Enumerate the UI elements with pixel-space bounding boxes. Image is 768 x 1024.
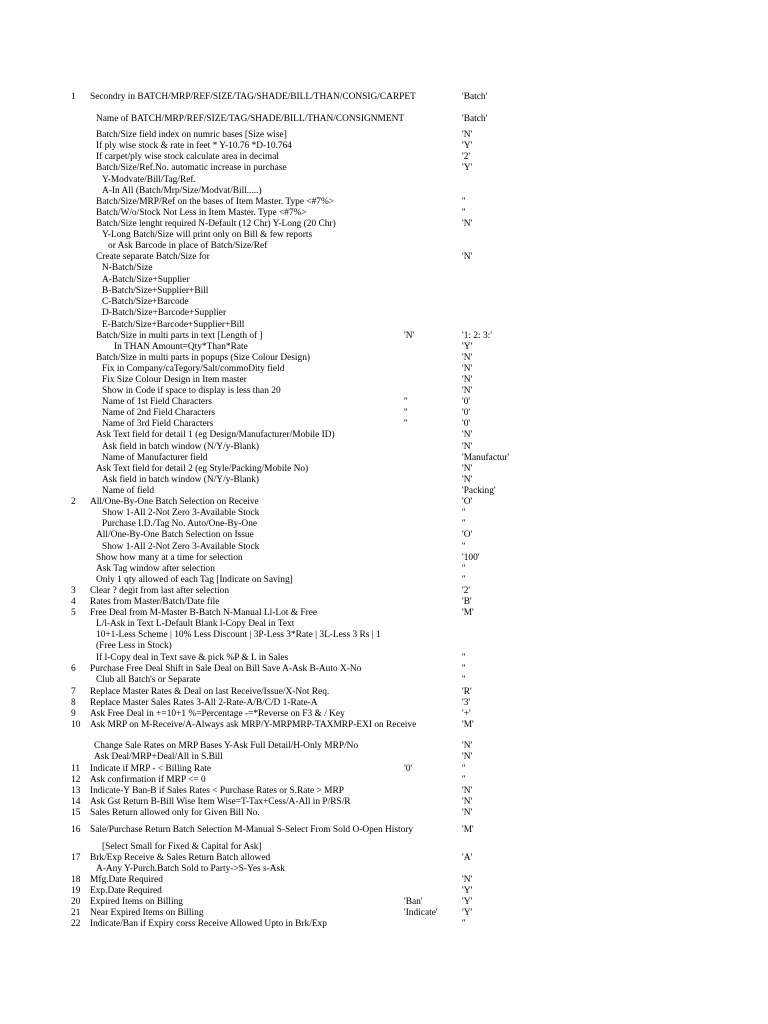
row-number: 22 <box>71 919 81 929</box>
setting-label: Brk/Exp Receive & Sales Return Batch allowed <box>90 853 271 863</box>
setting-value: '' <box>462 208 466 218</box>
setting-label: Ask MRP on M-Receive/A-Always ask MRP/Y-MRPMRP-TAXMRP-EXI on Receive <box>90 720 417 730</box>
setting-label: If l-Copy deal in Text save & pick %P & L in Sales <box>96 653 289 663</box>
setting-label: Y-Long Batch/Size will print only on Bill & few reports <box>102 230 313 240</box>
setting-value: '' <box>462 519 466 529</box>
setting-value: 'B' <box>462 597 472 607</box>
setting-value: 'N' <box>462 375 473 385</box>
setting-label: All/One-By-One Batch Selection on Receive <box>90 497 259 507</box>
row-number: 4 <box>71 597 76 607</box>
setting-label: Sale/Purchase Return Batch Selection M-Manual S-Select From Sold O-Open History <box>90 825 414 835</box>
setting-label: Indicate if MRP - < Billing Rate <box>90 764 212 774</box>
setting-label: Purchase Free Deal Shift in Sale Deal on Bill Save A-Ask B-Auto X-No <box>90 664 362 674</box>
setting-label: Exp.Date Required <box>90 886 162 896</box>
setting-label: N-Batch/Size <box>102 263 153 273</box>
setting-row <box>0 675 768 687</box>
setting-label: Create separate Batch/Size for <box>96 252 210 262</box>
setting-label: Batch/Size/Ref.No. automatic increase in purchase <box>96 163 287 173</box>
row-number: 18 <box>71 875 81 885</box>
setting-label: Fix Size Colour Design in Item master <box>102 375 247 385</box>
row-number: 11 <box>71 764 81 774</box>
setting-label: Replace Master Rates & Deal on last Receive/Issue/X-Not Req. <box>90 687 330 697</box>
setting-label: Name of 2nd Field Characters <box>102 408 215 418</box>
setting-label: Batch/Size lenght required N-Default (12 Chr) Y-Long (20 Chr) <box>96 219 336 229</box>
setting-value: 'M' <box>462 825 474 835</box>
setting-label: Free Deal from M-Master B-Batch N-Manual Ll-Lot & Free <box>90 608 318 618</box>
setting-value: 'N' <box>462 442 473 452</box>
setting-label: A-Any Y-Purch.Batch Sold to Party->S-Yes s-Ask <box>96 864 285 874</box>
setting-label: Y-Modvate/Bill/Tag/Ref. <box>102 175 196 185</box>
row-number: 2 <box>71 497 76 507</box>
row-number: 19 <box>71 886 81 896</box>
row-number: 6 <box>71 664 76 674</box>
setting-row <box>0 530 768 542</box>
setting-label: In THAN Amount=Qty*Than*Rate <box>114 342 248 352</box>
setting-label: A-Batch/Size+Supplier <box>102 275 190 285</box>
setting-value: '0' <box>462 408 471 418</box>
setting-label: Batch/W/o/Stock Not Less in Item Master. Type <#7%> <box>96 208 307 218</box>
setting-row <box>0 92 768 104</box>
setting-label: Club all Batch's or Separate <box>96 675 201 685</box>
row-number: 20 <box>71 897 81 907</box>
row-number: 13 <box>71 786 81 796</box>
setting-value: 'Y' <box>462 886 473 896</box>
row-number: 3 <box>71 586 76 596</box>
setting-value: '0' <box>462 419 471 429</box>
setting-label: Ask field in batch window (N/Y/y-Blank) <box>102 475 260 485</box>
setting-row <box>0 919 768 931</box>
setting-value: '' <box>462 575 466 585</box>
setting-value: 'N' <box>462 219 473 229</box>
setting-label: If carpet/ply wise stock calculate area in decimal <box>96 152 279 162</box>
setting-value: 'Batch' <box>462 92 488 102</box>
setting-label: Name of BATCH/MRP/REF/SIZE/TAG/SHADE/BILL/THAN/CONSIGNMENT <box>96 114 405 124</box>
setting-label: Ask Text field for detail 1 (eg Design/Manufacturer/Mobile ID) <box>96 430 335 440</box>
row-number: 16 <box>71 825 81 835</box>
row-number: 15 <box>71 808 81 818</box>
setting-label: Purchase I.D./Tag No. Auto/One-By-One <box>102 519 258 529</box>
row-number: 21 <box>71 908 81 918</box>
setting-label: B-Batch/Size+Supplier+Bill <box>102 286 209 296</box>
row-number: 9 <box>71 709 76 719</box>
setting-value: 'N' <box>462 130 473 140</box>
setting-value: '' <box>462 564 466 574</box>
setting-label: [Select Small for Fixed & Capital for Ask] <box>102 842 262 852</box>
setting-label: Name of 1st Field Characters <box>102 397 212 407</box>
setting-label: Ask Text field for detail 2 (eg Style/Packing/Mobile No) <box>96 464 309 474</box>
setting-value: 'Y' <box>462 908 473 918</box>
setting-label: Name of 3rd Field Characters <box>102 419 214 429</box>
setting-option-value: '' <box>404 419 408 429</box>
setting-value: '3' <box>462 698 471 708</box>
setting-label: Change Sale Rates on MRP Bases Y-Ask Full Detail/H-Only MRP/No <box>94 741 359 751</box>
setting-label: Batch/Size field index on numric bases [Size wise] <box>96 130 287 140</box>
setting-label: Fix in Company/caTegory/Salt/commoDity field <box>102 364 285 374</box>
row-number: 7 <box>71 687 76 697</box>
setting-label: E-Batch/Size+Barcode+Supplier+Bill <box>102 320 245 330</box>
setting-label: Show how many at a time for selection <box>96 553 243 563</box>
setting-value: 'O' <box>462 497 473 507</box>
setting-option-value: 'N' <box>404 331 415 341</box>
setting-value: '' <box>462 675 466 685</box>
setting-label: Batch/Size/MRP/Ref on the bases of Item Master. Type <#7%> <box>96 197 335 207</box>
setting-value: 'N' <box>462 752 473 762</box>
setting-value: 'A' <box>462 853 473 863</box>
setting-value: 'N' <box>462 875 473 885</box>
setting-label: D-Batch/Size+Barcode+Supplier <box>102 308 227 318</box>
setting-label: Replace Master Sales Rates 3-All 2-Rate-A/B/C/D 1-Rate-A <box>90 698 318 708</box>
setting-option-value: 'Indicate' <box>404 908 438 918</box>
setting-label: Show 1-All 2-Not Zero 3-Available Stock <box>102 508 260 518</box>
setting-value: 'N' <box>462 475 473 485</box>
setting-label: Clear ? degit from last after selection <box>90 586 230 596</box>
setting-row <box>0 720 768 732</box>
setting-value: 'N' <box>462 464 473 474</box>
setting-label: Ask Gst Return B-Bill Wise Item Wise=T-Tax+Cess/A-All in P/RS/R <box>90 797 351 807</box>
row-number: 17 <box>71 853 81 863</box>
setting-value: '' <box>462 508 466 518</box>
setting-label: Ask Tag window after selection <box>96 564 215 574</box>
setting-label: All/One-By-One Batch Selection on Issue <box>96 530 254 540</box>
setting-label: Show in Code if space to display is less than 20 <box>102 386 281 396</box>
setting-label: Batch/Size in multi parts in popups (Size Colour Design) <box>96 353 311 363</box>
setting-value: '2' <box>462 586 471 596</box>
row-number: 5 <box>71 608 76 618</box>
setting-value: 'Batch' <box>462 114 488 124</box>
setting-value: 'N' <box>462 786 473 796</box>
setting-row <box>0 808 768 820</box>
setting-label: or Ask Barcode in place of Batch/Size/Ref <box>108 241 268 251</box>
setting-value: 'N' <box>462 252 473 262</box>
setting-value: '2' <box>462 152 471 162</box>
setting-label: Ask Deal/MRP+Deal/All in S.Bill <box>94 752 223 762</box>
setting-label: If ply wise stock & rate in feet * Y-10.76 *D-10.764 <box>96 141 292 151</box>
setting-label: Name of Manufacturer field <box>102 453 208 463</box>
setting-value: 'N' <box>462 430 473 440</box>
setting-value: '' <box>462 542 466 552</box>
setting-option-value: 'Ban' <box>404 897 423 907</box>
setting-value: 'N' <box>462 797 473 807</box>
setting-row <box>0 308 768 320</box>
setting-row <box>0 825 768 837</box>
setting-label: Only 1 qty allowed of each Tag [Indicate on Saving] <box>96 575 293 585</box>
setting-row <box>0 114 768 126</box>
setting-option-value: '0' <box>404 764 413 774</box>
setting-row <box>0 630 768 652</box>
setting-row <box>0 163 768 175</box>
setting-value: 'Y' <box>462 163 473 173</box>
setting-label: Ask confirmation if MRP <= 0 <box>90 775 206 785</box>
setting-value: '' <box>462 197 466 207</box>
setting-label: Indicate/Ban if Expiry corss Receive Allowed Upto in Brk/Exp <box>90 919 327 929</box>
setting-value: 'Manufactur' <box>462 453 510 463</box>
row-number: 8 <box>71 698 76 708</box>
setting-option-value: '' <box>404 408 408 418</box>
setting-value: '100' <box>462 553 480 563</box>
setting-label: Indicate-Y Ban-B if Sales Rates < Purchase Rates or S.Rate > MRP <box>90 786 344 796</box>
setting-label: L/l-Ask in Text L-Default Blank l-Copy Deal in Text <box>96 619 295 629</box>
setting-label: Ask field in batch window (N/Y/y-Blank) <box>102 442 260 452</box>
row-number: 10 <box>71 720 81 730</box>
setting-label: Secondry in BATCH/MRP/REF/SIZE/TAG/SHADE/BILL/THAN/CONSIG/CARPET <box>90 92 416 102</box>
setting-value: 'O' <box>462 530 473 540</box>
setting-option-value: '' <box>404 397 408 407</box>
row-number: 1 <box>71 92 76 102</box>
setting-value: 'M' <box>462 608 474 618</box>
setting-value: '1: 2: 3:' <box>462 331 492 341</box>
setting-value: '' <box>462 775 466 785</box>
row-number: 14 <box>71 797 81 807</box>
setting-value: 'N' <box>462 808 473 818</box>
setting-value: 'Y' <box>462 342 473 352</box>
setting-label: Expired Items on Billing <box>90 897 183 907</box>
setting-value: 'Packing' <box>462 486 496 496</box>
setting-value: 'M' <box>462 720 474 730</box>
setting-label: Sales Return allowed only for Given Bill No. <box>90 808 260 818</box>
setting-value: '' <box>462 653 466 663</box>
setting-label: Batch/Size in multi parts in text [Length of ] <box>96 331 263 341</box>
setting-value: 'N' <box>462 364 473 374</box>
setting-value: '' <box>462 764 466 774</box>
setting-label: A-In All (Batch/Mrp/Size/Modvat/Bill.....) <box>102 186 262 196</box>
row-number: 12 <box>71 775 81 785</box>
setting-label: 10+1-Less Scheme | 10% Less Discount | 3P-Less 3*Rate | 3L-Less 3 Rs | 1 (Free Less in Stock) <box>96 630 381 652</box>
setting-value: '+' <box>462 709 471 719</box>
setting-value: '' <box>462 664 466 674</box>
setting-label: Near Expired Items on Billing <box>90 908 204 918</box>
setting-value: 'Y' <box>462 897 473 907</box>
setting-value: 'R' <box>462 687 472 697</box>
setting-value: 'Y' <box>462 141 473 151</box>
setting-label: Rates from Master/Batch/Date file <box>90 597 220 607</box>
setting-value: 'N' <box>462 353 473 363</box>
setting-value: '' <box>462 919 466 929</box>
setting-label: Show 1-All 2-Not Zero 3-Available Stock <box>102 542 260 552</box>
setting-label: Mfg.Date Required <box>90 875 163 885</box>
setting-label: Ask Free Deal in +=10+1 %=Percentage -=*Reverse on F3 & / Key <box>90 709 345 719</box>
setting-label: C-Batch/Size+Barcode <box>102 297 189 307</box>
setting-label: Name of field <box>102 486 155 496</box>
setting-value: 'N' <box>462 386 473 396</box>
setting-row <box>0 263 768 275</box>
setting-row <box>0 752 768 764</box>
setting-value: '0' <box>462 397 471 407</box>
setting-row <box>0 430 768 442</box>
setting-value: 'N' <box>462 741 473 751</box>
